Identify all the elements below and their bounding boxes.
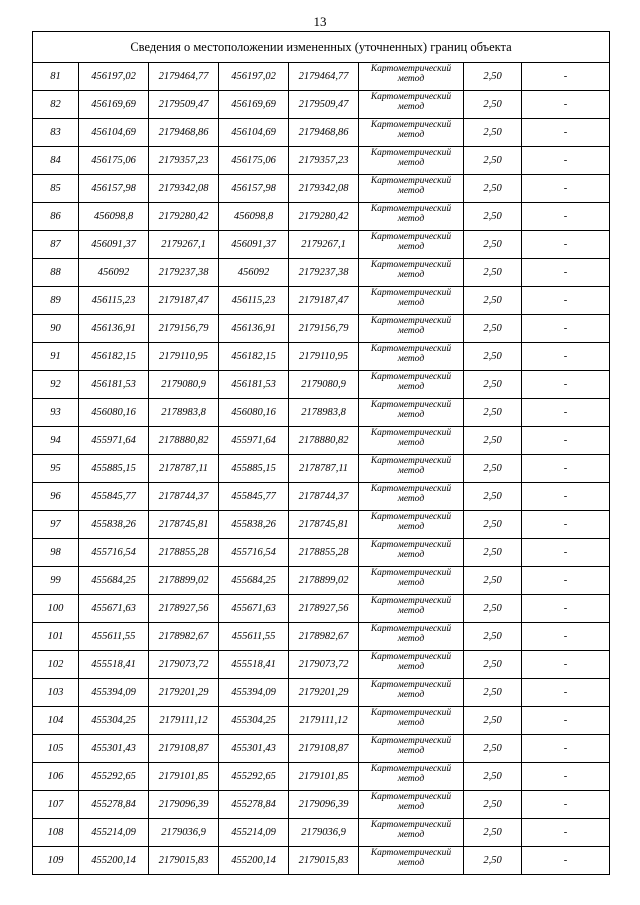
x-refined-cell: 455671,63: [219, 595, 289, 623]
table-row: [33, 679, 610, 707]
y-existing-cell: 2179267,1: [149, 231, 219, 259]
x-refined-cell: 456182,15: [219, 343, 289, 371]
x-refined-cell: 456092: [219, 259, 289, 287]
accuracy-cell: 2,50: [464, 231, 522, 259]
table-body: [33, 32, 610, 875]
y-existing-cell: 2178880,82: [149, 427, 219, 455]
x-refined-cell: 456104,69: [219, 119, 289, 147]
accuracy-cell: 2,50: [464, 623, 522, 651]
method-cell: Картометрический метод: [359, 147, 464, 175]
note-cell: -: [522, 287, 610, 315]
accuracy-cell: 2,50: [464, 119, 522, 147]
y-existing-cell: 2178983,8: [149, 399, 219, 427]
accuracy-cell: 2,50: [464, 427, 522, 455]
y-existing-cell: 2179080,9: [149, 371, 219, 399]
accuracy-cell: 2,50: [464, 63, 522, 91]
y-existing-cell: 2179201,29: [149, 679, 219, 707]
x-refined-cell: 455971,64: [219, 427, 289, 455]
x-existing-cell: 455716,54: [79, 539, 149, 567]
x-refined-cell: 455304,25: [219, 707, 289, 735]
note-cell: -: [522, 371, 610, 399]
x-existing-cell: 455278,84: [79, 791, 149, 819]
table-row: [33, 511, 610, 539]
note-cell: -: [522, 175, 610, 203]
y-existing-cell: 2178899,02: [149, 567, 219, 595]
x-refined-cell: 455214,09: [219, 819, 289, 847]
method-cell: Картометрический метод: [359, 231, 464, 259]
x-existing-cell: 455292,65: [79, 763, 149, 791]
method-cell: Картометрический метод: [359, 315, 464, 343]
x-existing-cell: 456115,23: [79, 287, 149, 315]
y-refined-cell: 2179468,86: [289, 119, 359, 147]
note-cell: -: [522, 735, 610, 763]
x-refined-cell: 456115,23: [219, 287, 289, 315]
table-row: [33, 427, 610, 455]
method-cell: Картометрический метод: [359, 343, 464, 371]
y-refined-cell: 2179342,08: [289, 175, 359, 203]
method-cell: Картометрический метод: [359, 763, 464, 791]
accuracy-cell: 2,50: [464, 91, 522, 119]
method-cell: Картометрический метод: [359, 679, 464, 707]
x-existing-cell: 455301,43: [79, 735, 149, 763]
point-number-cell: 108: [33, 819, 79, 847]
y-refined-cell: 2179015,83: [289, 847, 359, 875]
point-number-cell: 81: [33, 63, 79, 91]
point-number-cell: 90: [33, 315, 79, 343]
note-cell: -: [522, 763, 610, 791]
x-existing-cell: 455838,26: [79, 511, 149, 539]
y-refined-cell: 2179036,9: [289, 819, 359, 847]
method-cell: Картометрический метод: [359, 371, 464, 399]
table-row: [33, 203, 610, 231]
x-existing-cell: 456136,91: [79, 315, 149, 343]
y-existing-cell: 2178787,11: [149, 455, 219, 483]
y-existing-cell: 2179111,12: [149, 707, 219, 735]
boundary-coordinates-table: [32, 31, 610, 875]
note-cell: -: [522, 679, 610, 707]
y-existing-cell: 2178982,67: [149, 623, 219, 651]
point-number-cell: 98: [33, 539, 79, 567]
y-existing-cell: 2179280,42: [149, 203, 219, 231]
method-cell: Картометрический метод: [359, 819, 464, 847]
y-existing-cell: 2179509,47: [149, 91, 219, 119]
table-row: [33, 483, 610, 511]
x-existing-cell: 455304,25: [79, 707, 149, 735]
table-row: [33, 119, 610, 147]
y-refined-cell: 2178983,8: [289, 399, 359, 427]
y-existing-cell: 2178744,37: [149, 483, 219, 511]
note-cell: -: [522, 119, 610, 147]
x-refined-cell: 456157,98: [219, 175, 289, 203]
x-existing-cell: 456091,37: [79, 231, 149, 259]
point-number-cell: 93: [33, 399, 79, 427]
x-refined-cell: 456175,06: [219, 147, 289, 175]
x-refined-cell: 456181,53: [219, 371, 289, 399]
note-cell: -: [522, 427, 610, 455]
note-cell: -: [522, 791, 610, 819]
note-cell: -: [522, 819, 610, 847]
y-existing-cell: 2179036,9: [149, 819, 219, 847]
x-existing-cell: 455611,55: [79, 623, 149, 651]
method-cell: Картометрический метод: [359, 651, 464, 679]
point-number-cell: 99: [33, 567, 79, 595]
y-existing-cell: 2179342,08: [149, 175, 219, 203]
x-existing-cell: 455518,41: [79, 651, 149, 679]
note-cell: -: [522, 91, 610, 119]
note-cell: -: [522, 231, 610, 259]
x-existing-cell: 456182,15: [79, 343, 149, 371]
x-existing-cell: 455394,09: [79, 679, 149, 707]
x-refined-cell: 456091,37: [219, 231, 289, 259]
x-refined-cell: 455278,84: [219, 791, 289, 819]
accuracy-cell: 2,50: [464, 735, 522, 763]
method-cell: Картометрический метод: [359, 287, 464, 315]
note-cell: -: [522, 511, 610, 539]
x-refined-cell: 455301,43: [219, 735, 289, 763]
point-number-cell: 85: [33, 175, 79, 203]
method-cell: Картометрический метод: [359, 539, 464, 567]
accuracy-cell: 2,50: [464, 175, 522, 203]
y-existing-cell: 2179464,77: [149, 63, 219, 91]
method-cell: Картометрический метод: [359, 175, 464, 203]
table-row: [33, 791, 610, 819]
table-row: [33, 175, 610, 203]
x-refined-cell: 455838,26: [219, 511, 289, 539]
x-existing-cell: 456169,69: [79, 91, 149, 119]
point-number-cell: 84: [33, 147, 79, 175]
method-cell: Картометрический метод: [359, 623, 464, 651]
note-cell: -: [522, 539, 610, 567]
note-cell: -: [522, 567, 610, 595]
point-number-cell: 87: [33, 231, 79, 259]
y-refined-cell: 2178744,37: [289, 483, 359, 511]
table-row: [33, 847, 610, 875]
table-row: [33, 763, 610, 791]
y-existing-cell: 2179110,95: [149, 343, 219, 371]
note-cell: -: [522, 399, 610, 427]
method-cell: Картометрический метод: [359, 791, 464, 819]
y-refined-cell: 2178787,11: [289, 455, 359, 483]
x-refined-cell: 456136,91: [219, 315, 289, 343]
accuracy-cell: 2,50: [464, 483, 522, 511]
table-row: [33, 651, 610, 679]
x-refined-cell: 455200,14: [219, 847, 289, 875]
accuracy-cell: 2,50: [464, 847, 522, 875]
x-existing-cell: 456092: [79, 259, 149, 287]
y-existing-cell: 2178855,28: [149, 539, 219, 567]
method-cell: Картометрический метод: [359, 203, 464, 231]
x-refined-cell: 455684,25: [219, 567, 289, 595]
note-cell: -: [522, 259, 610, 287]
y-refined-cell: 2179101,85: [289, 763, 359, 791]
x-refined-cell: 456098,8: [219, 203, 289, 231]
table-row: [33, 287, 610, 315]
y-existing-cell: 2179096,39: [149, 791, 219, 819]
point-number-cell: 103: [33, 679, 79, 707]
x-refined-cell: 456169,69: [219, 91, 289, 119]
point-number-cell: 105: [33, 735, 79, 763]
table-caption: Сведения о местоположении измененных (уточненных) границ объекта: [33, 32, 610, 63]
accuracy-cell: 2,50: [464, 147, 522, 175]
x-existing-cell: 455845,77: [79, 483, 149, 511]
point-number-cell: 104: [33, 707, 79, 735]
x-existing-cell: 456197,02: [79, 63, 149, 91]
table-row: [33, 63, 610, 91]
method-cell: Картометрический метод: [359, 567, 464, 595]
x-existing-cell: 455200,14: [79, 847, 149, 875]
method-cell: Картометрический метод: [359, 259, 464, 287]
y-existing-cell: 2179015,83: [149, 847, 219, 875]
x-refined-cell: 455845,77: [219, 483, 289, 511]
accuracy-cell: 2,50: [464, 511, 522, 539]
table-row: [33, 623, 610, 651]
x-refined-cell: 455394,09: [219, 679, 289, 707]
note-cell: -: [522, 623, 610, 651]
y-refined-cell: 2179237,38: [289, 259, 359, 287]
y-existing-cell: 2179108,87: [149, 735, 219, 763]
y-existing-cell: 2179156,79: [149, 315, 219, 343]
y-existing-cell: 2179237,38: [149, 259, 219, 287]
y-refined-cell: 2179280,42: [289, 203, 359, 231]
point-number-cell: 102: [33, 651, 79, 679]
accuracy-cell: 2,50: [464, 315, 522, 343]
y-existing-cell: 2178927,56: [149, 595, 219, 623]
table-row: [33, 707, 610, 735]
y-refined-cell: 2178855,28: [289, 539, 359, 567]
y-refined-cell: 2179110,95: [289, 343, 359, 371]
method-cell: Картометрический метод: [359, 91, 464, 119]
point-number-cell: 95: [33, 455, 79, 483]
y-existing-cell: 2179187,47: [149, 287, 219, 315]
point-number-cell: 100: [33, 595, 79, 623]
table-row: [33, 231, 610, 259]
y-refined-cell: 2178745,81: [289, 511, 359, 539]
x-existing-cell: 456080,16: [79, 399, 149, 427]
note-cell: -: [522, 63, 610, 91]
x-existing-cell: 456157,98: [79, 175, 149, 203]
x-existing-cell: 455214,09: [79, 819, 149, 847]
table-row: [33, 455, 610, 483]
point-number-cell: 106: [33, 763, 79, 791]
table-row: [33, 735, 610, 763]
accuracy-cell: 2,50: [464, 819, 522, 847]
method-cell: Картометрический метод: [359, 595, 464, 623]
table-row: [33, 567, 610, 595]
point-number-cell: 82: [33, 91, 79, 119]
point-number-cell: 88: [33, 259, 79, 287]
note-cell: -: [522, 343, 610, 371]
method-cell: Картометрический метод: [359, 63, 464, 91]
x-existing-cell: 456181,53: [79, 371, 149, 399]
point-number-cell: 96: [33, 483, 79, 511]
x-existing-cell: 456104,69: [79, 119, 149, 147]
accuracy-cell: 2,50: [464, 287, 522, 315]
x-existing-cell: 455671,63: [79, 595, 149, 623]
table-row: [33, 399, 610, 427]
accuracy-cell: 2,50: [464, 371, 522, 399]
y-refined-cell: 2179156,79: [289, 315, 359, 343]
note-cell: -: [522, 483, 610, 511]
accuracy-cell: 2,50: [464, 399, 522, 427]
y-refined-cell: 2178899,02: [289, 567, 359, 595]
point-number-cell: 86: [33, 203, 79, 231]
y-existing-cell: 2179468,86: [149, 119, 219, 147]
x-refined-cell: 455292,65: [219, 763, 289, 791]
method-cell: Картометрический метод: [359, 735, 464, 763]
y-refined-cell: 2179073,72: [289, 651, 359, 679]
table-row: [33, 315, 610, 343]
accuracy-cell: 2,50: [464, 539, 522, 567]
x-existing-cell: 456175,06: [79, 147, 149, 175]
table-row: [33, 539, 610, 567]
accuracy-cell: 2,50: [464, 595, 522, 623]
accuracy-cell: 2,50: [464, 203, 522, 231]
accuracy-cell: 2,50: [464, 763, 522, 791]
method-cell: Картометрический метод: [359, 119, 464, 147]
point-number-cell: 101: [33, 623, 79, 651]
point-number-cell: 97: [33, 511, 79, 539]
x-refined-cell: 456080,16: [219, 399, 289, 427]
note-cell: -: [522, 203, 610, 231]
note-cell: -: [522, 455, 610, 483]
x-refined-cell: 455518,41: [219, 651, 289, 679]
x-refined-cell: 456197,02: [219, 63, 289, 91]
method-cell: Картометрический метод: [359, 455, 464, 483]
y-refined-cell: 2179357,23: [289, 147, 359, 175]
y-refined-cell: 2178880,82: [289, 427, 359, 455]
note-cell: -: [522, 651, 610, 679]
x-existing-cell: 455684,25: [79, 567, 149, 595]
x-refined-cell: 455885,15: [219, 455, 289, 483]
point-number-cell: 83: [33, 119, 79, 147]
y-refined-cell: 2179201,29: [289, 679, 359, 707]
accuracy-cell: 2,50: [464, 567, 522, 595]
table-row: [33, 595, 610, 623]
method-cell: Картометрический метод: [359, 427, 464, 455]
note-cell: -: [522, 595, 610, 623]
point-number-cell: 89: [33, 287, 79, 315]
point-number-cell: 92: [33, 371, 79, 399]
table-row: [33, 343, 610, 371]
note-cell: -: [522, 847, 610, 875]
y-refined-cell: 2179080,9: [289, 371, 359, 399]
method-cell: Картометрический метод: [359, 707, 464, 735]
point-number-cell: 109: [33, 847, 79, 875]
note-cell: -: [522, 147, 610, 175]
accuracy-cell: 2,50: [464, 259, 522, 287]
accuracy-cell: 2,50: [464, 455, 522, 483]
table-row: [33, 371, 610, 399]
method-cell: Картометрический метод: [359, 399, 464, 427]
y-refined-cell: 2179108,87: [289, 735, 359, 763]
method-cell: Картометрический метод: [359, 847, 464, 875]
y-refined-cell: 2179096,39: [289, 791, 359, 819]
y-refined-cell: 2179267,1: [289, 231, 359, 259]
accuracy-cell: 2,50: [464, 679, 522, 707]
accuracy-cell: 2,50: [464, 791, 522, 819]
table-row: [33, 91, 610, 119]
accuracy-cell: 2,50: [464, 707, 522, 735]
accuracy-cell: 2,50: [464, 651, 522, 679]
note-cell: -: [522, 707, 610, 735]
y-refined-cell: 2179187,47: [289, 287, 359, 315]
y-refined-cell: 2179509,47: [289, 91, 359, 119]
point-number-cell: 107: [33, 791, 79, 819]
y-existing-cell: 2179101,85: [149, 763, 219, 791]
y-existing-cell: 2178745,81: [149, 511, 219, 539]
y-refined-cell: 2178927,56: [289, 595, 359, 623]
point-number-cell: 91: [33, 343, 79, 371]
note-cell: -: [522, 315, 610, 343]
y-existing-cell: 2179073,72: [149, 651, 219, 679]
x-existing-cell: 455971,64: [79, 427, 149, 455]
table-caption-row: [33, 32, 610, 63]
table-row: [33, 259, 610, 287]
x-existing-cell: 455885,15: [79, 455, 149, 483]
y-refined-cell: 2179464,77: [289, 63, 359, 91]
accuracy-cell: 2,50: [464, 343, 522, 371]
method-cell: Картометрический метод: [359, 511, 464, 539]
x-existing-cell: 456098,8: [79, 203, 149, 231]
x-refined-cell: 455716,54: [219, 539, 289, 567]
page-number: 13: [313, 14, 327, 29]
y-refined-cell: 2178982,67: [289, 623, 359, 651]
table-row: [33, 819, 610, 847]
point-number-cell: 94: [33, 427, 79, 455]
x-refined-cell: 455611,55: [219, 623, 289, 651]
y-refined-cell: 2179111,12: [289, 707, 359, 735]
table-row: [33, 147, 610, 175]
y-existing-cell: 2179357,23: [149, 147, 219, 175]
method-cell: Картометрический метод: [359, 483, 464, 511]
